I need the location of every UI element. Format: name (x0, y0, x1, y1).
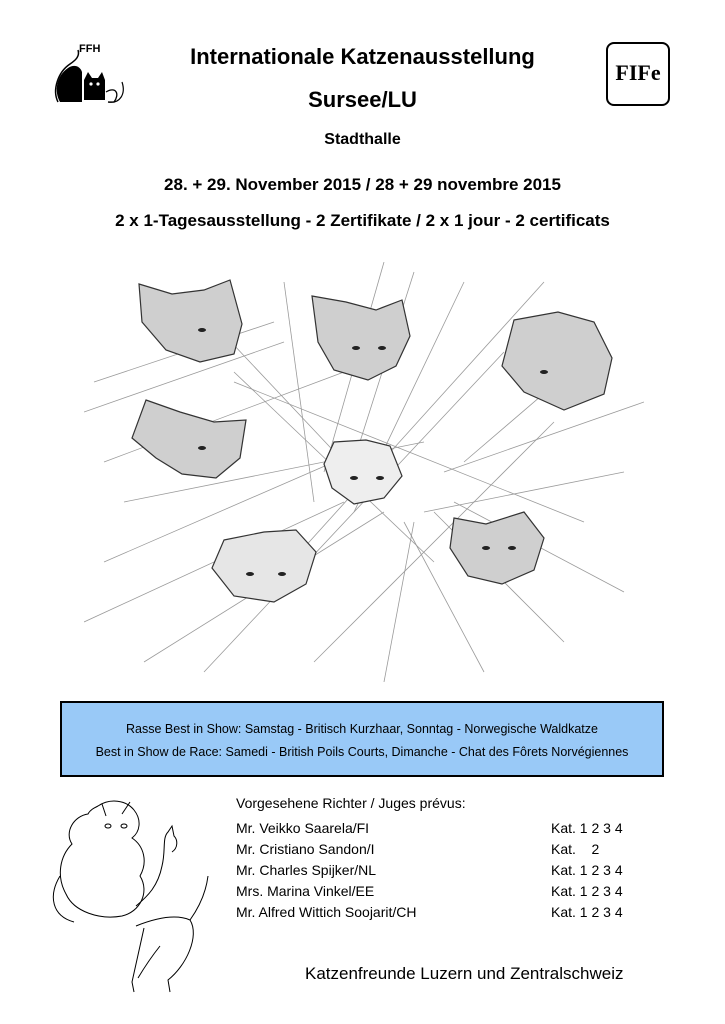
club-name: Katzenfreunde Luzern und Zentralschweiz (305, 964, 624, 983)
judge-categories: Kat. 1 2 3 4 (551, 883, 623, 899)
judge-name: Mr. Charles Spijker/NL (236, 862, 377, 878)
judge-row (236, 820, 656, 840)
judge-name: Mr. Veikko Saarela/FI (236, 820, 370, 836)
judge-row (236, 904, 656, 924)
judge-row (236, 883, 656, 903)
judge-categories: Kat. 1 2 3 4 (551, 862, 623, 878)
ffh-logo-text: FFH (79, 43, 101, 55)
best-in-show-box (60, 701, 664, 777)
judge-row (236, 862, 656, 882)
best-in-show-fr: Best in Show de Race: Samedi - British Poils Courts, Dimanche - Chat des Fôrets Norvégiennes (95, 745, 629, 759)
cat-faces-illustration (84, 262, 644, 682)
judge-name: Mrs. Marina Vinkel/EE (236, 883, 375, 899)
judge-categories: Kat. 2 (551, 841, 600, 857)
exhibition-format: 2 x 1-Tagesausstellung - 2 Zertifikate / 2 x 1 jour - 2 certificats (115, 211, 610, 230)
exhibition-title: Internationale Katzenausstellung (190, 44, 535, 69)
judges-heading: Vorgesehene Richter / Juges prévus: (236, 795, 466, 811)
judge-name: Mr. Cristiano Sandon/I (236, 841, 375, 857)
exhibition-dates: 28. + 29. November 2015 / 28 + 29 novembre 2015 (164, 175, 561, 194)
judge-name: Mr. Alfred Wittich Soojarit/CH (236, 904, 417, 920)
best-in-show-de: Rasse Best in Show: Samstag - Britisch Kurzhaar, Sonntag - Norwegische Waldkatze (126, 722, 598, 736)
exhibition-location: Sursee/LU (308, 87, 417, 112)
fife-logo-text: FIFe (615, 60, 661, 85)
venue: Stadthalle (324, 131, 401, 148)
judge-categories: Kat. 1 2 3 4 (551, 904, 623, 920)
cats-line-drawing (40, 796, 230, 996)
judge-categories: Kat. 1 2 3 4 (551, 820, 623, 836)
judge-row (236, 841, 656, 861)
